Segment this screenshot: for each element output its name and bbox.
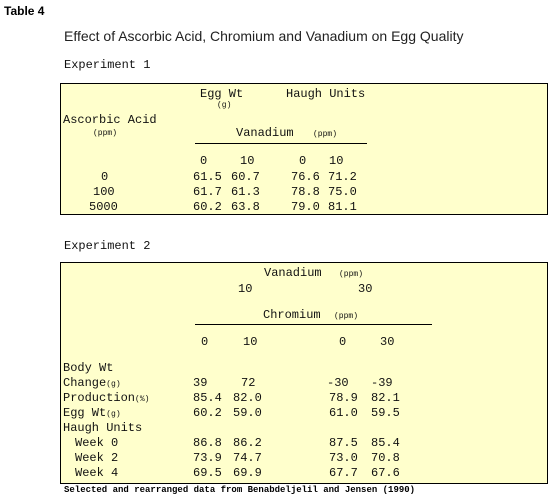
- e2-cell: 69.9: [233, 466, 262, 480]
- haugh-units-label: Haugh Units: [63, 421, 143, 435]
- vanadium-header: Vanadium: [236, 126, 294, 140]
- e2-cell: 82.0: [233, 391, 262, 405]
- e2-row-unit: (g): [106, 380, 121, 389]
- e1-cell: 61.5: [193, 170, 222, 184]
- e2-cell: 72: [241, 376, 256, 390]
- e2-cell: 59.0: [233, 406, 262, 420]
- e2-row-unit: (g): [106, 410, 121, 419]
- e1-level: 10: [329, 154, 344, 168]
- e2-cell: 86.8: [193, 436, 222, 450]
- e2-row-unit: (%): [135, 395, 150, 404]
- e2-vanadium-header: Vanadium: [264, 266, 322, 280]
- chromium-rule: [195, 324, 432, 325]
- e2-cell: 59.5: [371, 406, 400, 420]
- e2-level: 0: [339, 335, 347, 349]
- e2-cell: -30: [327, 376, 349, 390]
- e2-cell: 60.2: [193, 406, 222, 420]
- e2-haugh-label: Week 2: [75, 451, 119, 465]
- e1-cell: 60.7: [231, 170, 260, 184]
- table-title: Effect of Ascorbic Acid, Chromium and Vanadium on Egg Quality: [64, 28, 464, 44]
- e1-cell: 75.0: [328, 185, 357, 199]
- chromium-unit: (ppm): [334, 312, 359, 321]
- e2-row-label: Change(g): [63, 376, 121, 390]
- e2-cell: 78.9: [329, 391, 358, 405]
- vanadium-unit: (ppm): [313, 130, 338, 139]
- e1-cell: 61.7: [193, 185, 222, 199]
- e2-cell: 87.5: [329, 436, 358, 450]
- e1-level: 10: [240, 154, 255, 168]
- e2-cell: 82.1: [371, 391, 400, 405]
- e2-cell: 70.8: [371, 451, 400, 465]
- source-footnote: Selected and rearranged data from Benabdeljelil and Jensen (1990): [64, 485, 416, 495]
- e2-vanadium-unit: (ppm): [339, 270, 364, 279]
- chromium-header: Chromium: [263, 308, 321, 322]
- e2-cell: -39: [371, 376, 393, 390]
- table-label: Table 4: [4, 4, 45, 18]
- e1-level: 0: [200, 154, 208, 168]
- e1-cell: 79.0: [291, 200, 320, 214]
- e1-cell: 81.1: [328, 200, 357, 214]
- e1-cell: 60.2: [193, 200, 222, 214]
- e2-row-label: Egg Wt(g): [63, 406, 121, 420]
- e1-row-label: 100: [93, 185, 115, 199]
- e2-cell: 85.4: [371, 436, 400, 450]
- e2-cell: 86.2: [233, 436, 262, 450]
- e2-haugh-label: Week 0: [75, 436, 119, 450]
- e1-cell: 63.8: [231, 200, 260, 214]
- e2-level: 30: [380, 335, 395, 349]
- e2-cell: 74.7: [233, 451, 262, 465]
- experiment2-heading: Experiment 2: [64, 239, 151, 253]
- e2-cell: 73.9: [193, 451, 222, 465]
- e1-level: 0: [299, 154, 307, 168]
- ascorbic-acid-unit: (ppm): [93, 129, 118, 138]
- e1-cell: 78.8: [291, 185, 320, 199]
- e1-cell: 71.2: [328, 170, 357, 184]
- egg-wt-header: Egg Wt: [200, 87, 244, 101]
- e1-row-label: 5000: [89, 200, 118, 214]
- e1-row-label: 0: [101, 170, 109, 184]
- e2-cell: 85.4: [193, 391, 222, 405]
- experiment1-heading: Experiment 1: [64, 58, 151, 72]
- haugh-units-header: Haugh Units: [286, 87, 366, 101]
- e2-vanadium-level: 10: [238, 282, 253, 296]
- e2-vanadium-level: 30: [358, 282, 373, 296]
- ascorbic-acid-header: Ascorbic Acid: [63, 113, 157, 127]
- egg-wt-unit: (g): [217, 101, 232, 110]
- e1-cell: 61.3: [231, 185, 260, 199]
- e2-row-label: Production(%): [63, 391, 150, 405]
- e2-level: 0: [201, 335, 209, 349]
- e2-cell: 67.6: [371, 466, 400, 480]
- e2-level: 10: [243, 335, 258, 349]
- e2-cell: 69.5: [193, 466, 222, 480]
- e2-haugh-label: Week 4: [75, 466, 119, 480]
- vanadium-rule: [195, 143, 367, 144]
- experiment2-table: [60, 262, 548, 484]
- e1-cell: 76.6: [291, 170, 320, 184]
- e2-cell: 73.0: [329, 451, 358, 465]
- e2-cell: 67.7: [329, 466, 358, 480]
- e2-cell: 39: [193, 376, 208, 390]
- e2-cell: 61.0: [329, 406, 358, 420]
- body-wt-label: Body Wt: [63, 361, 114, 375]
- experiment1-table: [60, 83, 548, 215]
